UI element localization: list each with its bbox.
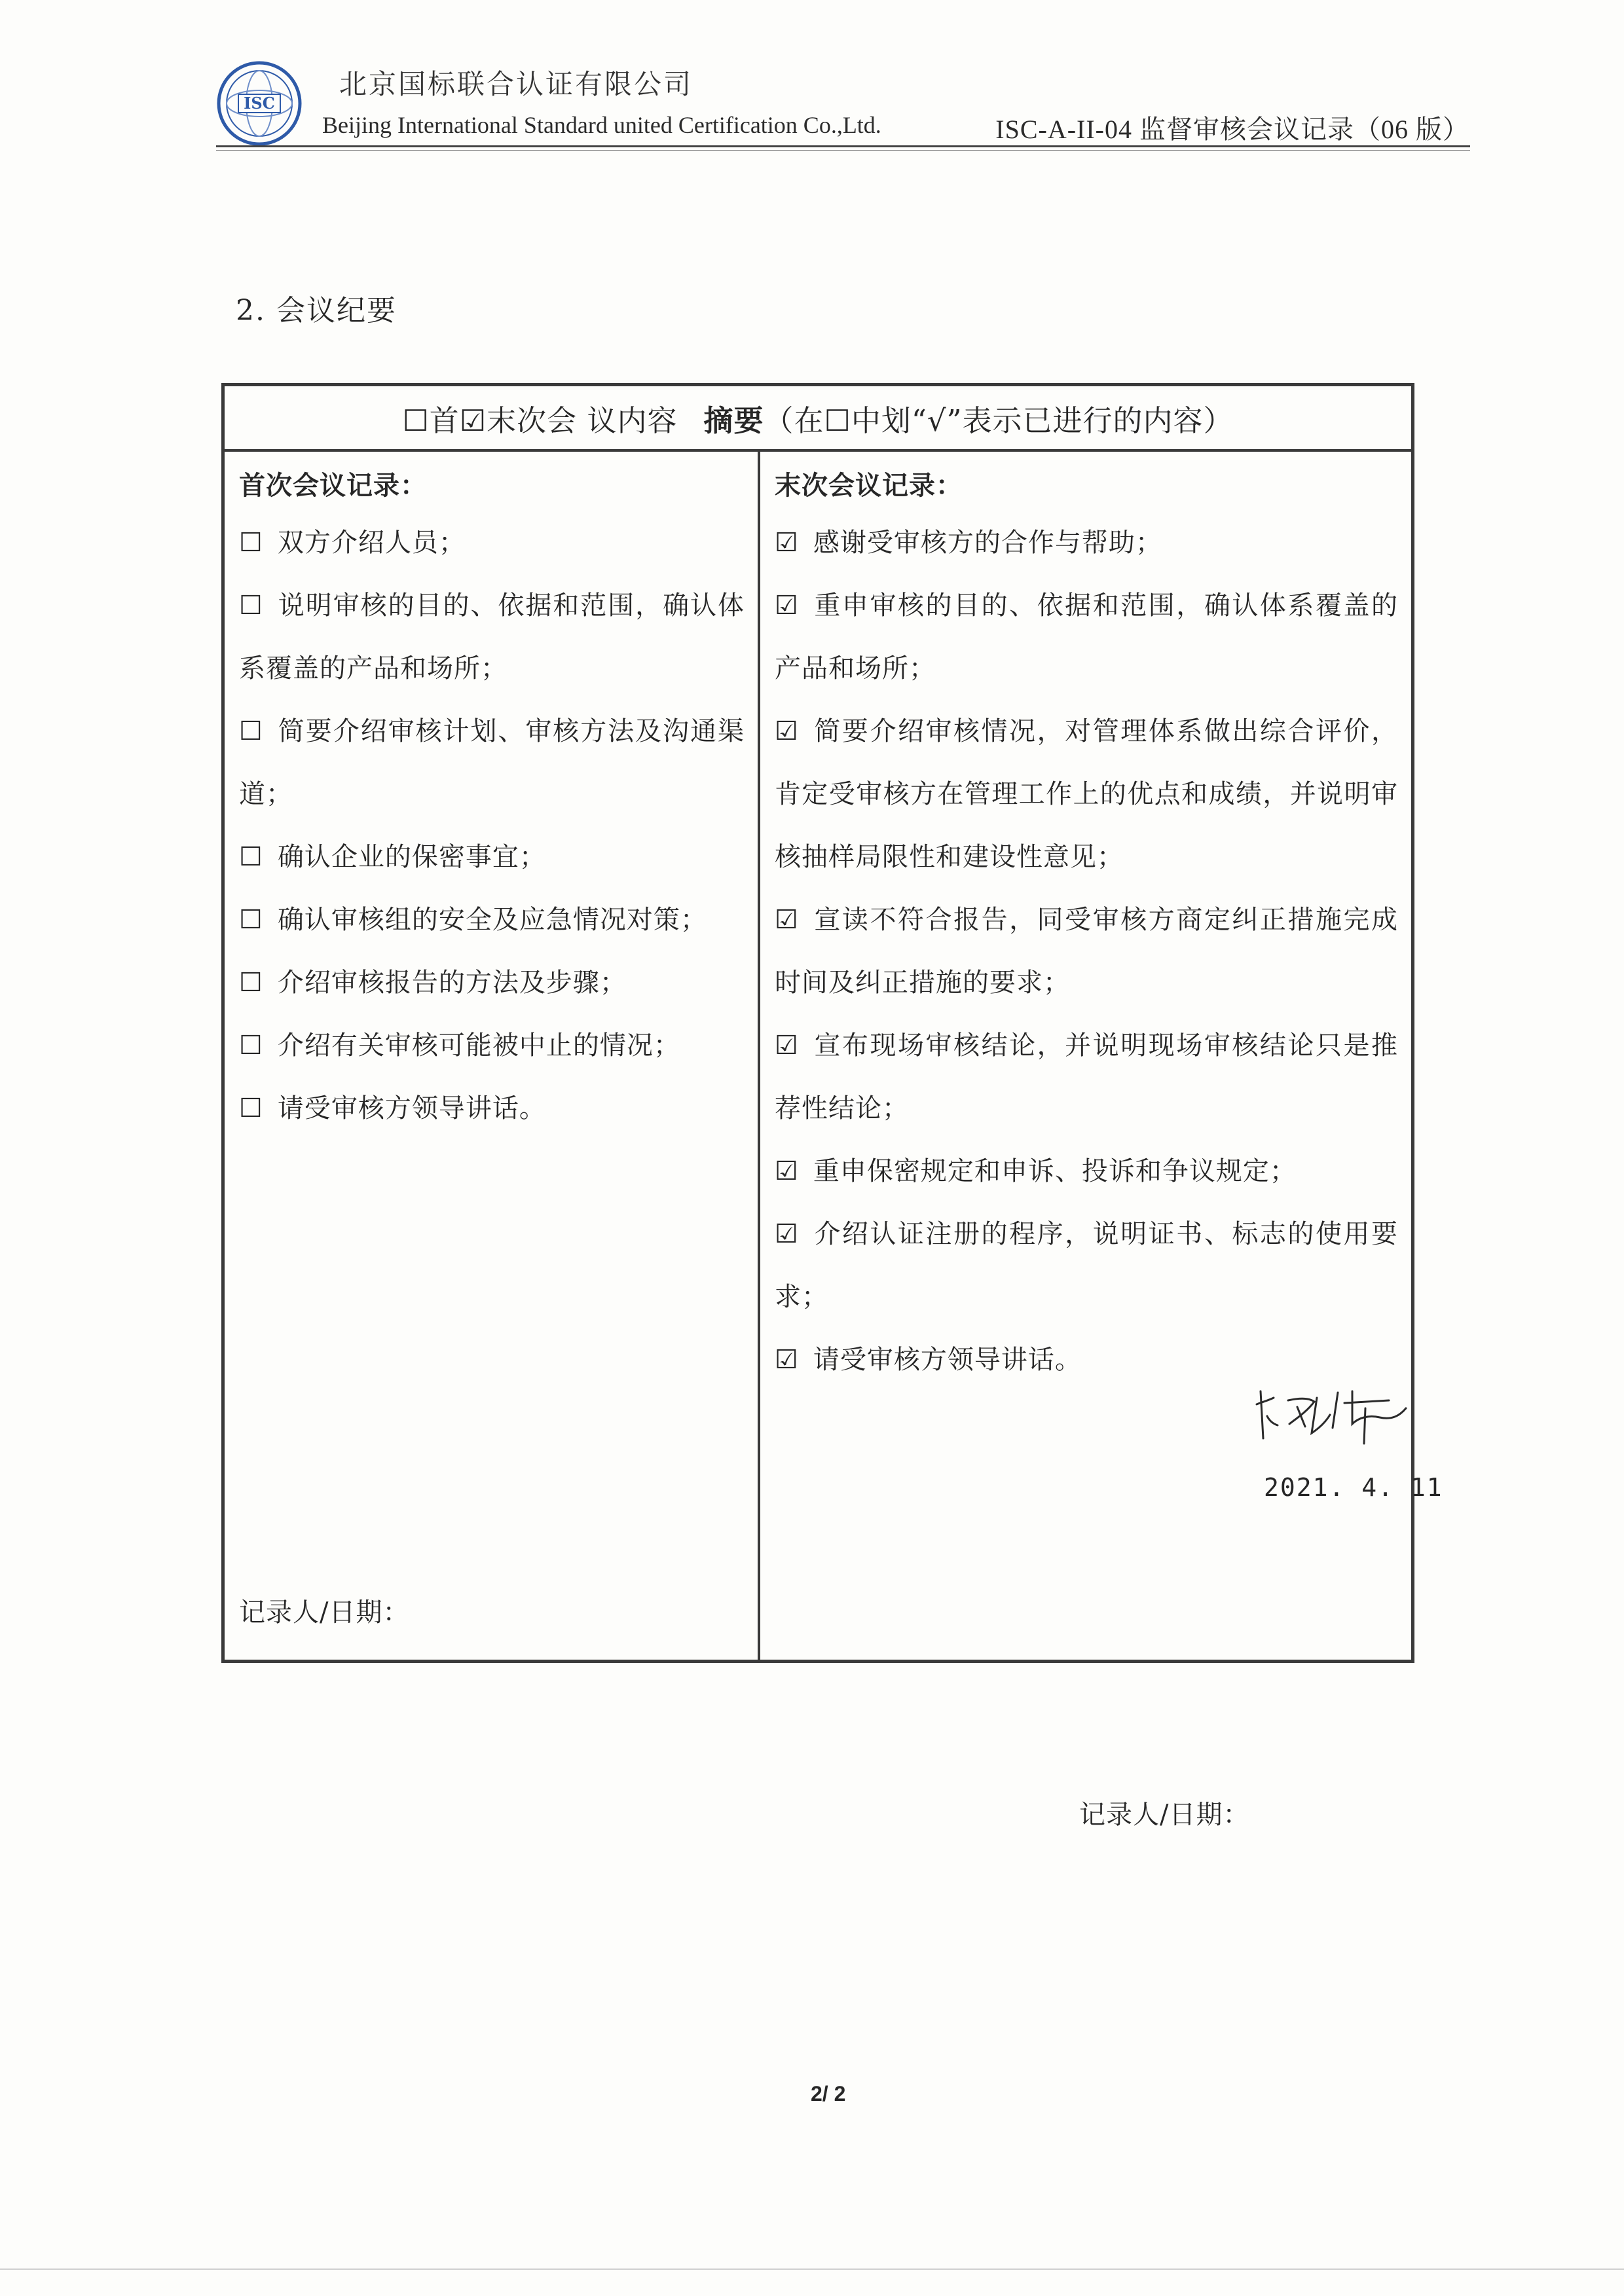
first-meeting-title: 首次会议记录： (239, 470, 427, 501)
right-checklist-item (775, 574, 1398, 700)
last-meeting-recorder-label: 记录人/日期： (1079, 1800, 1250, 1830)
left-checklist-item-text: 介绍审核报告的方法及步骤； (277, 968, 627, 998)
unchecked-box-icon: ☐ (239, 1093, 263, 1123)
right-checklist-item-text: 介绍认证注册的程序，说明证书、标志的使用要求； (775, 1219, 1398, 1312)
left-checklist-item-text: 说明审核的目的、依据和范围，确认体系覆盖的产品和场所； (239, 591, 745, 683)
company-name-en: Beijing International Standard united Certification Co.,Ltd. (322, 112, 881, 138)
left-checklist-item (239, 1077, 745, 1140)
left-checklist-item-text: 确认企业的保密事宜； (277, 842, 546, 872)
right-checklist-item-text: 宣布现场审核结论，并说明现场审核结论只是推荐性结论； (775, 1030, 1398, 1123)
minutes-table (221, 383, 1414, 1830)
checked-box-icon: ☑ (775, 905, 799, 935)
handwritten-signature (1254, 1378, 1411, 1450)
left-checklist-item (239, 888, 745, 951)
unchecked-box-icon: ☐ (239, 968, 263, 998)
right-checklist-item (775, 1014, 1398, 1140)
table-header-prefix: ☐首☑末次会 议内容 (402, 403, 678, 438)
right-checklist-item (775, 511, 1398, 574)
right-checklist-item (775, 888, 1398, 1014)
last-meeting-title: 末次会议记录： (775, 470, 963, 501)
header-rule (216, 145, 1470, 147)
checked-box-icon: ☑ (775, 1156, 799, 1186)
left-checklist-item (239, 826, 745, 888)
unchecked-box-icon: ☐ (239, 905, 263, 935)
first-meeting-column (225, 449, 758, 1660)
header-rule-thin (216, 150, 1470, 151)
left-checklist-item (239, 700, 745, 826)
left-checklist-item-text: 双方介绍人员； (277, 528, 466, 558)
left-checklist-item-text: 确认审核组的安全及应急情况对策； (277, 905, 707, 935)
signature-date: 2021. 4. 11 (1264, 1473, 1443, 1502)
checked-box-icon: ☑ (775, 528, 799, 558)
page-number: 2/ 2 (811, 2082, 846, 2105)
company-name-cn: 北京国标联合认证有限公司 (339, 68, 693, 100)
unchecked-box-icon: ☐ (239, 1030, 263, 1061)
left-checklist-item-text: 介绍有关审核可能被中止的情况； (277, 1030, 680, 1061)
unchecked-box-icon: ☐ (239, 716, 263, 746)
right-checklist-item (775, 1203, 1398, 1328)
table-header (225, 386, 1411, 452)
left-checklist-item (239, 1014, 745, 1077)
first-meeting-recorder-label: 记录人/日期： (239, 1597, 410, 1628)
left-checklist-item (239, 574, 745, 700)
left-checklist-item-text: 简要介绍审核计划、审核方法及沟通渠道； (239, 716, 745, 809)
right-checklist-item-text: 宣读不符合报告，同受审核方商定纠正措施完成时间及纠正措施的要求； (775, 905, 1398, 998)
right-checklist-item-text: 感谢受审核方的合作与帮助； (813, 528, 1162, 558)
left-checklist-item (239, 511, 745, 574)
checked-box-icon: ☑ (775, 1030, 799, 1061)
document-code: ISC-A-II-04 监督审核会议记录（06 版） (995, 115, 1469, 144)
right-checklist-item (775, 1140, 1398, 1203)
scan-edge-line (0, 2269, 1624, 2270)
right-checklist-item-text: 重申审核的目的、依据和范围，确认体系覆盖的产品和场所； (775, 591, 1398, 683)
right-checklist-item-text: 简要介绍审核情况，对管理体系做出综合评价，肯定受审核方在管理工作上的优点和成绩，并说明审核抽样局限性和建设性意见； (775, 716, 1398, 872)
checked-box-icon: ☑ (775, 1345, 799, 1375)
unchecked-box-icon: ☐ (239, 842, 263, 872)
company-logo (216, 60, 303, 147)
logo-text: ISC (244, 94, 275, 113)
unchecked-box-icon: ☐ (239, 591, 263, 621)
unchecked-box-icon: ☐ (239, 528, 263, 558)
table-header-note: （在☐中划“√”表示已进行的内容） (764, 403, 1234, 438)
right-checklist-item-text: 重申保密规定和申诉、投诉和争议规定； (813, 1156, 1297, 1186)
checked-box-icon: ☑ (775, 591, 799, 621)
table-header-summary: 摘要 (703, 403, 764, 438)
checked-box-icon: ☑ (775, 1219, 799, 1249)
left-checklist-item-text: 请受审核方领导讲话。 (277, 1093, 546, 1123)
left-checklist-item (239, 951, 745, 1014)
right-checklist-item-text: 请受审核方领导讲话。 (813, 1345, 1082, 1375)
checked-box-icon: ☑ (775, 716, 799, 746)
section-title: 2. 会议纪要 (236, 294, 397, 327)
right-checklist-item (775, 700, 1398, 888)
